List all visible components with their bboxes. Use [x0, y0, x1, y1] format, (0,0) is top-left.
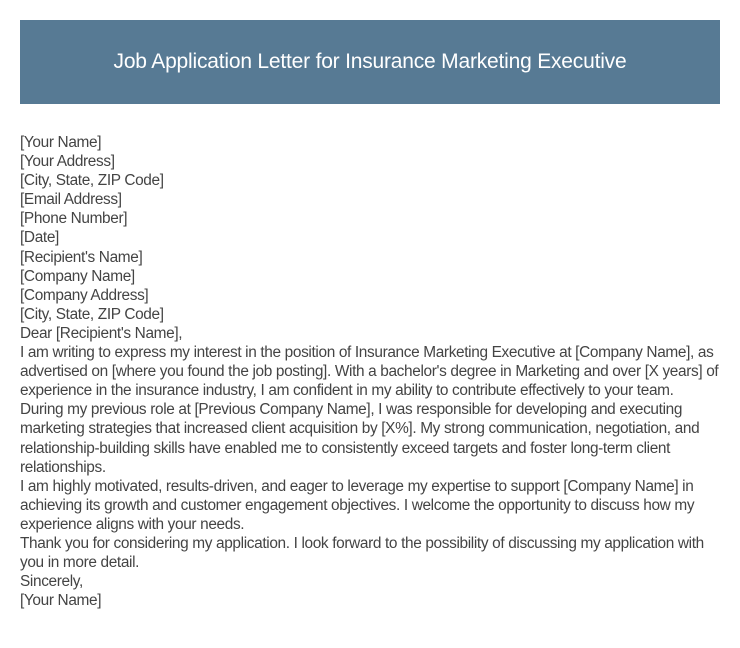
letter-body [20, 133, 725, 610]
page-title: Job Application Letter for Insurance Marketing Executive [113, 50, 627, 73]
salutation: Dear [Recipient's Name], [20, 324, 183, 342]
recipient-name: [Recipient's Name] [20, 248, 143, 266]
paragraph-thanks: Thank you for considering my application. I look forward to the possibility of discussing my application with you in more detail. [20, 534, 704, 572]
sender-address: [Your Address] [20, 153, 115, 171]
letter-date: [Date] [20, 229, 59, 247]
sender-email: [Email Address] [20, 191, 122, 209]
recipient-company: [Company Name] [20, 267, 135, 285]
sender-phone: [Phone Number] [20, 210, 128, 228]
sender-name: [Your Name] [20, 134, 102, 151]
signature: [Your Name] [20, 592, 102, 610]
recipient-address: [Company Address] [20, 286, 149, 304]
title-banner [20, 20, 720, 104]
paragraph-intro: I am writing to express my interest in the position of Insurance Marketing Executive at [Company Name], as advertised on [where you found the job posting]. With a bachelor's degree in Marketing and over [X years] of experience in the insurance industry, I am confident in my ability to contribute effectively to your team. [20, 344, 719, 400]
paragraph-motivation: I am highly motivated, results-driven, and eager to leverage my expertise to support [Company Name] in achieving its growth and customer engagement objectives. I welcome the opportunity to discuss how my experience aligns with your needs. [20, 477, 695, 533]
sender-city: [City, State, ZIP Code] [20, 172, 164, 190]
paragraph-experience: During my previous role at [Previous Company Name], I was responsible for developing and executing marketing strategies that increased client acquisition by [X%]. My strong communication, negotiation, and relationship-building skills have enabled me to consistently exceed targets and foster long-term client relationships. [20, 401, 700, 476]
recipient-city: [City, State, ZIP Code] [20, 305, 164, 323]
closing: Sincerely, [20, 573, 83, 591]
